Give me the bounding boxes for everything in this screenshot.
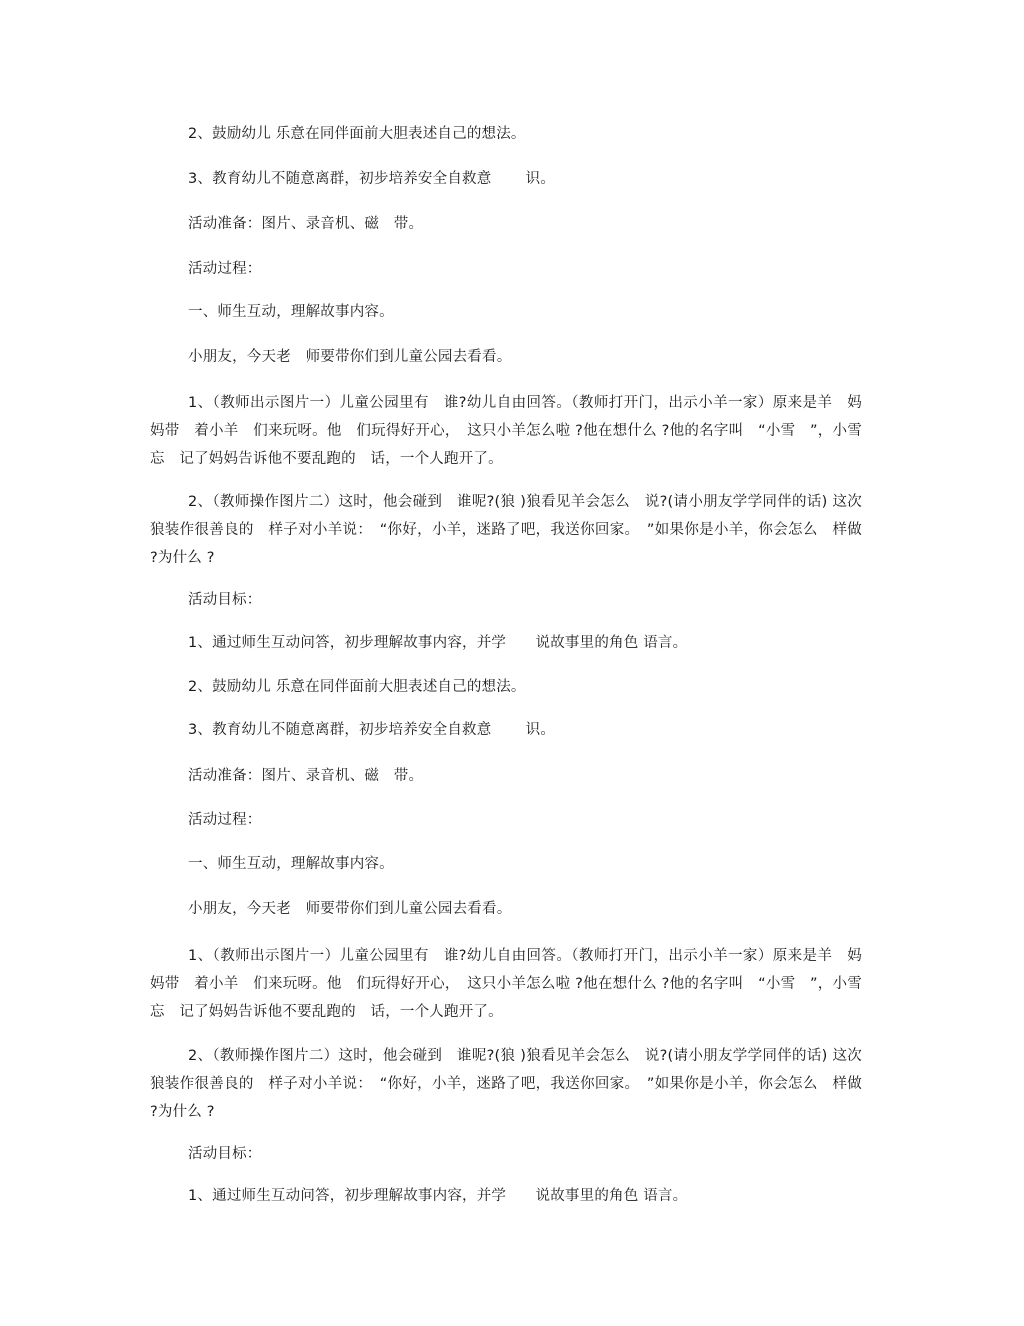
section-one-heading: 一、师生互动，理解故事内容。 (188, 304, 394, 320)
step-1-paragraph: 1、（教师出示图片一）儿童公园里有 谁?幼儿自由回答。（教师打开门，出示小羊一家）原来是羊 妈妈带 着小羊 们来玩呀。他 们玩得好开心， 这只小羊怎么啦 ?他在想什么 ?他的名字叫 “小雪 ”，小雪忘 记了妈妈告诉他不要乱跑的 话，一个人跑开了。 (150, 395, 862, 467)
goal-1-line: 1、通过师生互动问答，初步理解故事内容，并学 说故事里的角色 语言。 (188, 635, 688, 651)
goal-3-line: 3、教育幼儿不随意离群，初步培养安全自救意 识。 (188, 171, 556, 187)
preparation-line: 活动准备：图片、录音机、磁 带。 (188, 768, 424, 784)
goals-heading: 活动目标： (188, 1146, 262, 1162)
goal-1-line: 1、通过师生互动问答，初步理解故事内容，并学 说故事里的角色 语言。 (188, 1188, 688, 1204)
preparation-line: 活动准备：图片、录音机、磁 带。 (188, 216, 424, 232)
goal-2-line: 2、鼓励幼儿 乐意在同伴面前大胆表述自己的想法。 (188, 679, 526, 695)
goal-3-line: 3、教育幼儿不随意离群，初步培养安全自救意 识。 (188, 722, 556, 738)
goals-heading: 活动目标： (188, 592, 262, 608)
step-2-paragraph: 2、（教师操作图片二）这时，他会碰到 谁呢?(狼 )狼看见羊会怎么 说?(请小朋友学学同伴的话) 这次狼装作很善良的 样子对小羊说： “你好，小羊，迷路了吧，我送你回家。 ”如果你是小羊，你会怎么 样做 ?为什么 ? (150, 1048, 862, 1120)
step-1-paragraph: 1、（教师出示图片一）儿童公园里有 谁?幼儿自由回答。（教师打开门，出示小羊一家）原来是羊 妈妈带 着小羊 们来玩呀。他 们玩得好开心， 这只小羊怎么啦 ?他在想什么 ?他的名字叫 “小雪 ”，小雪忘 记了妈妈告诉他不要乱跑的 话，一个人跑开了。 (150, 948, 862, 1020)
process-heading: 活动过程： (188, 812, 262, 828)
intro-line: 小朋友，今天老 师要带你们到儿童公园去看看。 (188, 349, 512, 365)
step-2-paragraph: 2、（教师操作图片二）这时，他会碰到 谁呢?(狼 )狼看见羊会怎么 说?(请小朋友学学同伴的话) 这次狼装作很善良的 样子对小羊说： “你好，小羊，迷路了吧，我送你回家。 ”如果你是小羊，你会怎么 样做 ?为什么 ? (150, 494, 862, 566)
intro-line: 小朋友，今天老 师要带你们到儿童公园去看看。 (188, 901, 512, 917)
goal-2-line: 2、鼓励幼儿 乐意在同伴面前大胆表述自己的想法。 (188, 126, 526, 142)
section-one-heading: 一、师生互动，理解故事内容。 (188, 856, 394, 872)
process-heading: 活动过程： (188, 261, 262, 277)
